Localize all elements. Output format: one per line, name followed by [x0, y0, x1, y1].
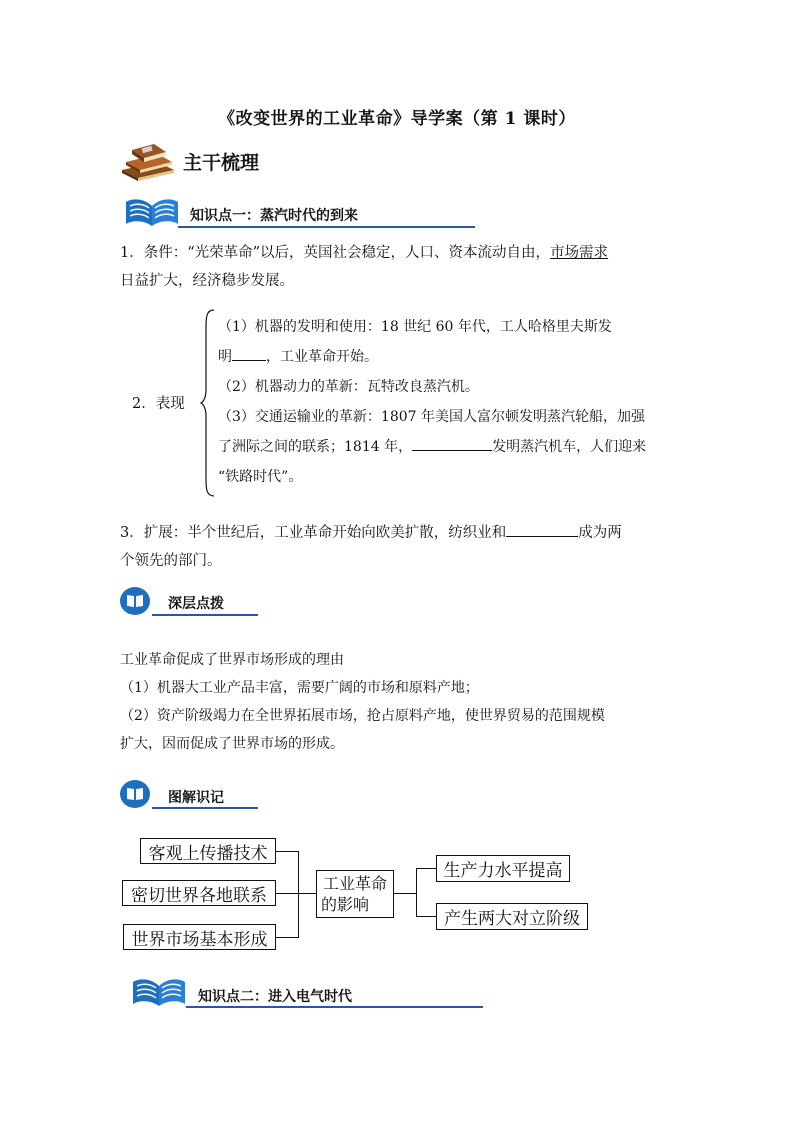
item1-underlined: 市场需求: [550, 245, 609, 261]
center-line-1: 工业革命: [322, 874, 387, 893]
item1-text-cont: 日益扩大，经济稳步发展。: [120, 273, 294, 289]
deep-block: [120, 646, 700, 758]
open-book-icon: [124, 196, 180, 228]
diagram-left-box-3: 世界市场基本形成: [123, 924, 276, 950]
diagram-right-box-2: 产生两大对立阶级: [436, 903, 588, 930]
diagram-left-box-2: 密切世界各地联系: [122, 880, 276, 906]
item2-3a: （3）交通运输业的革新：1807 年美国人富尔顿发明蒸汽轮船，加强: [218, 409, 645, 425]
book-circle-icon: [119, 779, 151, 809]
deep-point2a: （2）资产阶级竭力在全世界拓展市场，抢占原料产地，使世界贸易的范围规模: [120, 708, 605, 724]
page-title: 《改变世界的工业革命》导学案（第 1 课时）: [218, 109, 576, 129]
kp1-underline: [178, 226, 475, 228]
deep-point1: （1）机器大工业产品丰富，需要广阔的市场和原料产地；: [120, 680, 479, 696]
connector: [276, 937, 298, 938]
item2-3c: “铁路时代”。: [218, 469, 303, 485]
connector: [416, 868, 417, 917]
item1-text: 1．条件：“光荣革命”以后，英国社会稳定，人口、资本流动自由，: [120, 245, 551, 261]
deep-point2b: 扩大，因而促成了世界市场的形成。: [120, 736, 344, 752]
connector: [394, 893, 416, 894]
center-line-2: 的影响: [321, 895, 370, 914]
blank-3[interactable]: [506, 522, 578, 538]
deep-title: 深层点拨: [168, 596, 224, 612]
kp1-item2-block: [218, 312, 698, 492]
kp1-item3: 3．扩展：半个世纪后，工业革命开始向欧美扩散，纺织业和 成为两 个领先的部门。: [120, 519, 690, 575]
item2-1b: 明 ，工业革命开始。: [218, 342, 698, 372]
diagram-center-box: [316, 870, 394, 918]
item2-2: （2）机器动力的革新：瓦特改良蒸汽机。: [218, 379, 479, 395]
deep-lead: 工业革命促成了世界市场形成的理由: [120, 652, 344, 668]
deep-underline: [152, 614, 258, 616]
diagram-underline: [152, 807, 258, 809]
book-circle-icon: [119, 586, 151, 616]
blank-1[interactable]: [232, 346, 266, 361]
connector: [276, 851, 298, 852]
kp1-item2-label: 2．表现: [132, 396, 185, 412]
kp1-title: 知识点一：蒸汽时代的到来: [190, 208, 358, 224]
diagram-left-box-1: 客观上传播技术: [140, 838, 276, 864]
kp2-underline: [186, 1006, 483, 1008]
blank-2[interactable]: [412, 436, 492, 451]
item2-3b: 了洲际之间的联系；1814 年， 发明蒸汽机车，人们迎来: [218, 432, 698, 462]
connector: [276, 893, 316, 894]
connector: [416, 916, 436, 917]
item2-1a: （1）机器的发明和使用：18 世纪 60 年代，工人哈格里夫斯发: [218, 319, 612, 335]
section-main-title: 主干梳理: [183, 152, 260, 174]
kp2-title: 知识点二：进入电气时代: [198, 989, 352, 1005]
open-book-icon: [131, 976, 187, 1008]
left-brace: [200, 308, 216, 498]
diagram-right-box-1: 生产力水平提高: [436, 855, 570, 882]
kp1-item1: [120, 239, 690, 295]
books-icon: [118, 140, 178, 182]
connector: [298, 851, 299, 938]
connector: [416, 868, 436, 869]
diagram-title: 图解识记: [168, 790, 224, 806]
